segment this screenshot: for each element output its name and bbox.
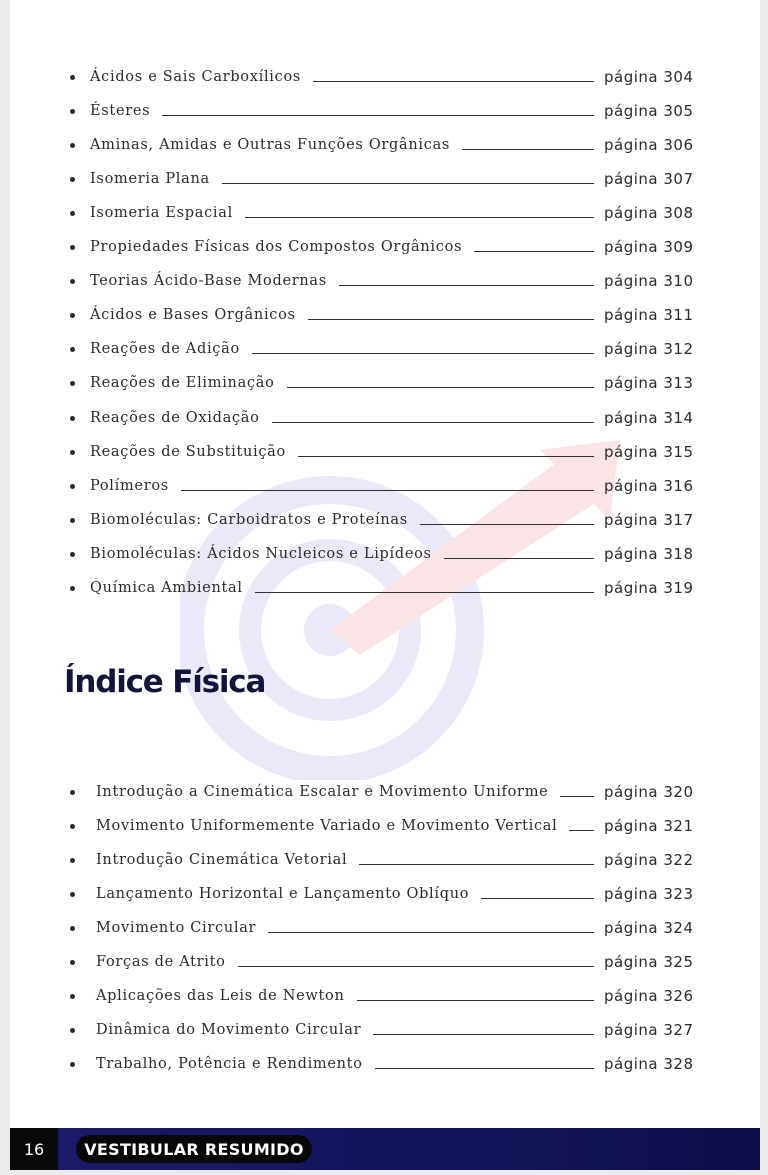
document-page xyxy=(10,0,760,1128)
toc-entry-page: página 310 xyxy=(604,272,694,291)
bullet-icon xyxy=(70,484,75,489)
toc-entry-line xyxy=(96,783,594,807)
bullet-icon xyxy=(70,552,75,557)
toc-entry-title: Dinâmica do Movimento Circular xyxy=(96,1022,362,1038)
toc-entry-title: Aplicações das Leis de Newton xyxy=(96,988,345,1004)
toc-entry[interactable] xyxy=(10,1021,760,1045)
toc-entry-title: Ácidos e Bases Orgânicos xyxy=(90,307,296,324)
dotted-leader-line xyxy=(255,579,594,593)
toc-entry-title: Biomoléculas: Carboidratos e Proteínas xyxy=(90,511,408,528)
toc-entry-title: Polímeros xyxy=(90,477,169,494)
toc-entry-line xyxy=(96,987,594,1011)
toc-entry-page: página 308 xyxy=(604,204,694,223)
toc-entry[interactable] xyxy=(10,238,760,262)
toc-entry-title: Propiedades Físicas dos Compostos Orgânicos xyxy=(90,239,463,256)
toc-entry-line xyxy=(90,579,594,603)
dotted-leader-line xyxy=(444,545,594,559)
toc-entry[interactable] xyxy=(10,272,760,296)
dotted-leader-line xyxy=(373,1021,594,1035)
toc-entry-title: Reações de Substituição xyxy=(90,443,286,460)
toc-entry-page: página 307 xyxy=(604,170,694,189)
toc-entry-line xyxy=(90,306,594,330)
dotted-leader-line xyxy=(181,477,594,491)
toc-entry-title: Ácidos e Sais Carboxílicos xyxy=(90,69,302,85)
toc-entry-page: página 314 xyxy=(604,408,694,427)
toc-entry-line xyxy=(96,1021,594,1045)
toc-entry-line xyxy=(96,1055,594,1079)
toc-entry-page: página 328 xyxy=(604,1055,694,1073)
toc-entry[interactable] xyxy=(10,817,760,841)
toc-entry-line xyxy=(90,204,594,228)
toc-entry[interactable] xyxy=(10,545,760,569)
toc-entry-line xyxy=(90,545,594,569)
toc-entry-line xyxy=(96,919,594,943)
bullet-icon xyxy=(70,858,75,863)
toc-entry-line xyxy=(90,409,594,433)
dotted-leader-line xyxy=(298,443,594,457)
toc-entry[interactable] xyxy=(10,340,760,364)
toc-entry-page: página 315 xyxy=(604,442,694,461)
toc-entry-line xyxy=(96,953,594,977)
toc-entry-page: página 305 xyxy=(604,102,694,121)
toc-entry-line xyxy=(90,102,594,126)
toc-entry-line xyxy=(96,851,594,875)
toc-entry-line xyxy=(90,443,594,467)
toc-entry[interactable] xyxy=(10,987,760,1011)
toc-entry-line xyxy=(90,170,594,194)
toc-entry-title: Lançamento Horizontal e Lançamento Oblíquo xyxy=(96,886,470,902)
toc-entry-page: página 322 xyxy=(604,851,694,869)
toc-entry-title: Reações de Adição xyxy=(90,341,240,358)
toc-entry[interactable] xyxy=(10,953,760,977)
dotted-leader-line xyxy=(245,204,594,218)
toc-entry-title: Reações de Oxidação xyxy=(90,409,260,426)
toc-entry-title: Isomeria Espacial xyxy=(90,205,233,222)
toc-entry-title: Ésteres xyxy=(90,103,151,120)
toc-entry[interactable] xyxy=(10,409,760,433)
bullet-icon xyxy=(70,824,75,829)
toc-entry[interactable] xyxy=(10,851,760,875)
toc-entry-page: página 317 xyxy=(604,510,694,529)
dotted-leader-line xyxy=(474,238,594,252)
toc-entry[interactable] xyxy=(10,170,760,194)
toc-entry-title: Forças de Atrito xyxy=(96,954,226,970)
bullet-icon xyxy=(70,892,75,897)
bullet-icon xyxy=(70,75,75,80)
toc-entry-title: Movimento Uniformemente Variado e Movimento Vertical xyxy=(96,818,558,834)
physics-index-heading: Índice Física xyxy=(64,664,266,700)
bullet-icon xyxy=(70,143,75,148)
toc-entry-page: página 304 xyxy=(604,68,694,86)
bullet-icon xyxy=(70,381,75,386)
footer-bar xyxy=(10,1128,760,1170)
dotted-leader-line xyxy=(272,409,594,423)
dotted-leader-line xyxy=(462,136,594,150)
bullet-icon xyxy=(70,416,75,421)
bullet-icon xyxy=(70,177,75,182)
toc-entry-line xyxy=(90,68,594,92)
toc-entry-page: página 306 xyxy=(604,136,694,155)
toc-entry[interactable] xyxy=(10,102,760,126)
toc-entry[interactable] xyxy=(10,443,760,467)
bullet-icon xyxy=(70,1028,75,1033)
dotted-leader-line xyxy=(357,987,595,1001)
bullet-icon xyxy=(70,518,75,523)
dotted-leader-line xyxy=(162,102,594,116)
bullet-icon xyxy=(70,109,75,114)
bullet-icon xyxy=(70,347,75,352)
bullet-icon xyxy=(70,994,75,999)
dotted-leader-line xyxy=(252,340,594,354)
bullet-icon xyxy=(70,926,75,931)
bullet-icon xyxy=(70,1062,75,1067)
toc-entry-title: Isomeria Plana xyxy=(90,171,210,188)
toc-entry[interactable] xyxy=(10,477,760,501)
toc-entry-page: página 318 xyxy=(604,544,694,563)
toc-entry-page: página 312 xyxy=(604,340,694,359)
toc-entry[interactable] xyxy=(10,204,760,228)
toc-entry-title: Teorias Ácido-Base Modernas xyxy=(90,273,327,290)
toc-entry-line xyxy=(96,885,594,909)
toc-entry-page: página 320 xyxy=(604,783,694,801)
dotted-leader-line xyxy=(268,919,594,933)
toc-entry-line xyxy=(96,817,594,841)
dotted-leader-line xyxy=(313,68,594,82)
toc-entry[interactable] xyxy=(10,885,760,909)
toc-entry-title: Trabalho, Potência e Rendimento xyxy=(96,1056,363,1072)
toc-entry[interactable] xyxy=(10,68,760,92)
dotted-leader-line xyxy=(238,953,594,967)
toc-entry[interactable] xyxy=(10,1055,760,1079)
toc-entry-page: página 313 xyxy=(604,374,694,393)
page-number: 16 xyxy=(10,1128,58,1170)
toc-entry-title: Movimento Circular xyxy=(96,920,257,936)
toc-entry-page: página 324 xyxy=(604,919,694,937)
dotted-leader-line xyxy=(560,783,594,797)
bullet-icon xyxy=(70,211,75,216)
toc-entry-page: página 326 xyxy=(604,987,694,1005)
toc-entry-title: Aminas, Amidas e Outras Funções Orgânicas xyxy=(90,137,451,154)
toc-entry-line xyxy=(90,136,594,160)
bullet-icon xyxy=(70,960,75,965)
bullet-icon xyxy=(70,450,75,455)
toc-entry-page: página 319 xyxy=(604,578,694,597)
toc-entry-title: Química Ambiental xyxy=(90,579,243,596)
bullet-icon xyxy=(70,586,75,591)
toc-entry[interactable] xyxy=(10,783,760,807)
toc-entry-title: Biomoléculas: Ácidos Nucleicos e Lipídeos xyxy=(90,545,432,562)
toc-entry-title: Introdução Cinemática Vetorial xyxy=(96,852,348,868)
toc-entry-line xyxy=(90,511,594,535)
toc-entry[interactable] xyxy=(10,511,760,535)
bullet-icon xyxy=(70,245,75,250)
bullet-icon xyxy=(70,790,75,795)
toc-entry-title: Reações de Eliminação xyxy=(90,375,275,392)
bullet-icon xyxy=(70,313,75,318)
dotted-leader-line xyxy=(308,306,594,320)
dotted-leader-line xyxy=(375,1055,594,1069)
dotted-leader-line xyxy=(222,170,594,184)
dotted-leader-line xyxy=(359,851,594,865)
toc-entry-page: página 309 xyxy=(604,238,694,257)
toc-entry-line xyxy=(90,272,594,296)
toc-entry-page: página 316 xyxy=(604,476,694,495)
toc-entry[interactable] xyxy=(10,374,760,398)
dotted-leader-line xyxy=(569,817,594,831)
toc-entry-page: página 321 xyxy=(604,817,694,835)
toc-entry[interactable] xyxy=(10,136,760,160)
toc-entry-page: página 327 xyxy=(604,1021,694,1039)
toc-entry-line xyxy=(90,340,594,364)
dotted-leader-line xyxy=(287,374,594,388)
toc-entry-line xyxy=(90,374,594,398)
dotted-leader-line xyxy=(420,511,594,525)
toc-entry-page: página 325 xyxy=(604,953,694,971)
toc-entry-title: Introdução a Cinemática Escalar e Movimento Uniforme xyxy=(96,784,549,800)
dotted-leader-line xyxy=(339,272,594,286)
bullet-icon xyxy=(70,279,75,284)
toc-entry-line xyxy=(90,477,594,501)
toc-entry[interactable] xyxy=(10,579,760,603)
dotted-leader-line xyxy=(481,885,594,899)
brand-badge: VESTIBULAR RESUMIDO xyxy=(76,1135,312,1163)
toc-entry-line xyxy=(90,238,594,262)
toc-entry-page: página 311 xyxy=(604,306,694,325)
toc-entry-page: página 323 xyxy=(604,885,694,903)
toc-entry[interactable] xyxy=(10,919,760,943)
toc-entry[interactable] xyxy=(10,306,760,330)
